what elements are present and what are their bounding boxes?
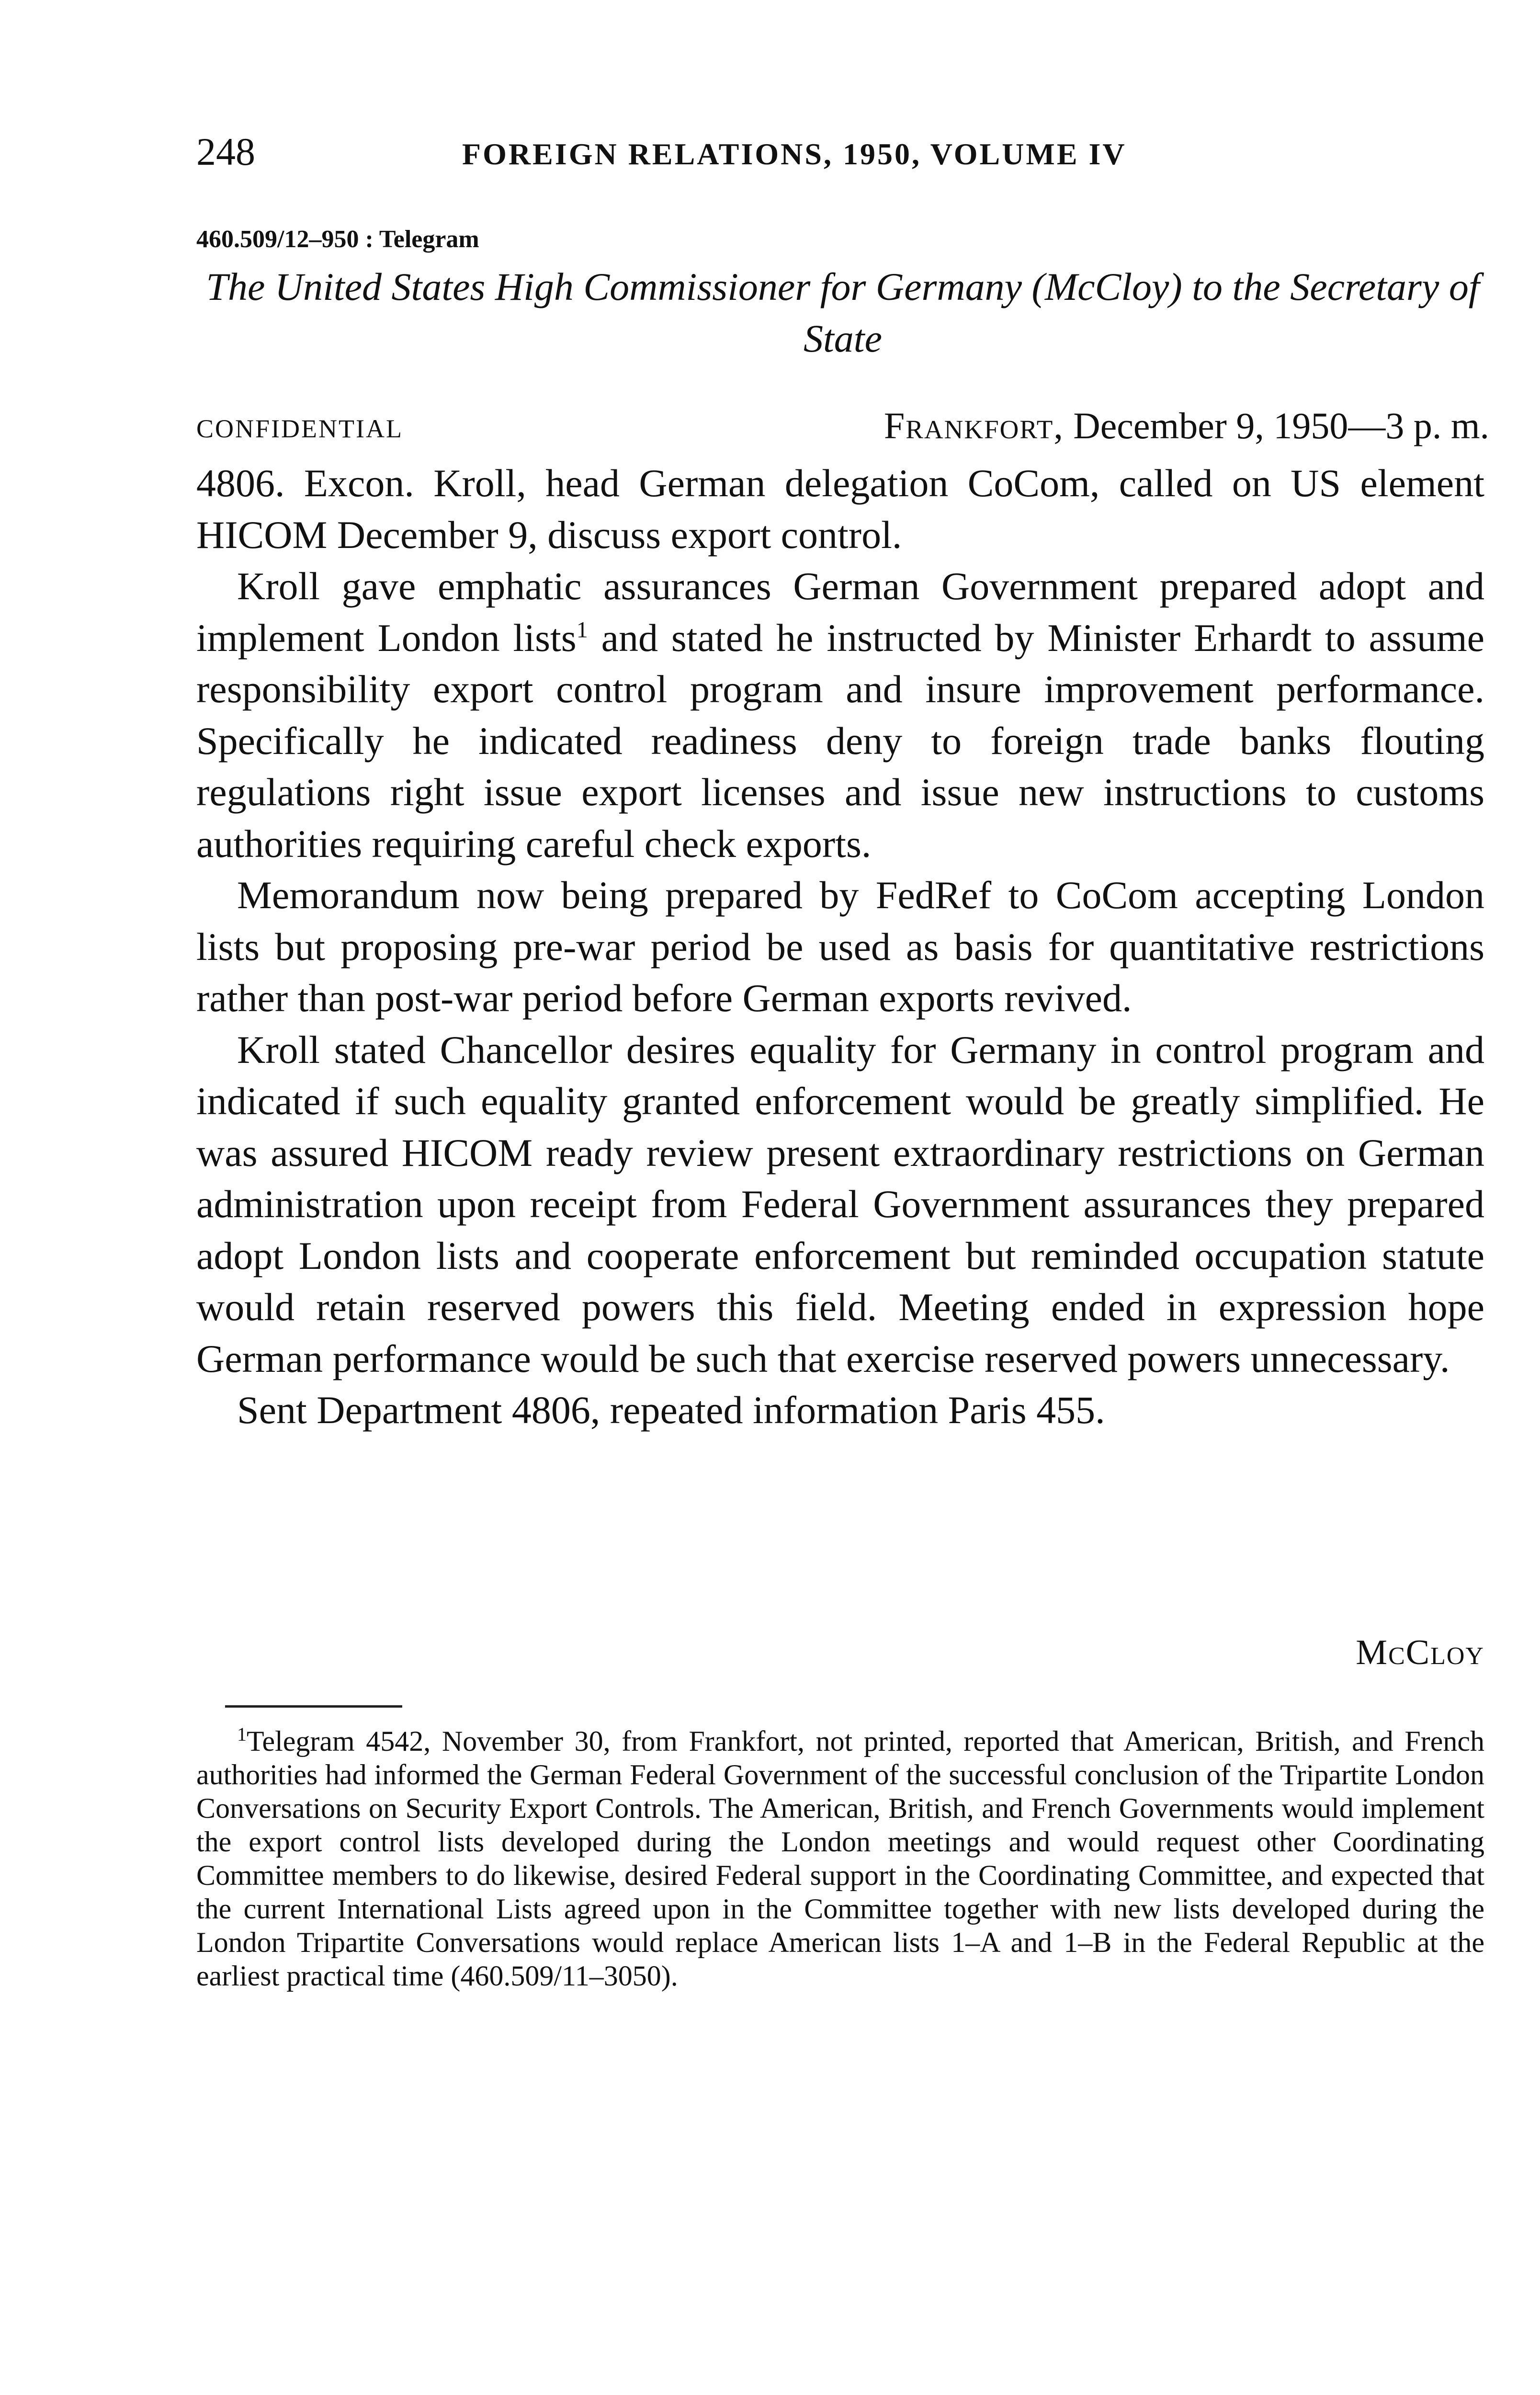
dateline-place: Frankfort, [883, 405, 1064, 446]
document-title: The United States High Commissioner for Germany (McCloy) to the Secretary of State [206, 265, 1480, 360]
page-number: 248 [196, 130, 255, 173]
page-header [196, 125, 1346, 178]
dateline [747, 400, 1489, 452]
footnote-mark: 1 [237, 1723, 247, 1745]
telegram-body [196, 457, 1484, 1436]
paragraph-2-part-a: Kroll gave emphatic assurances German Government prepared adopt and implement London lists [196, 564, 1484, 660]
dateline-date: December 9, 1950—3 p. m. [1073, 405, 1489, 446]
paragraph-5: Sent Department 4806, repeated information Paris 455. [237, 1388, 1105, 1432]
paragraph-3: Memorandum now being prepared by FedRef to CoCom accepting London lists but proposing pre-war period be used as basis for quantitative restrictions rather than post-war period before German exports revived. [196, 873, 1484, 1020]
paragraph-2-part-b: and stated he instructed by Minister Erhardt to assume responsibility export control program and insure improvement performance. Specifically he indicated readiness deny to foreign trade banks flouting regulations right issue export licenses and issue new instructions to customs authorities requiring careful check exports. [196, 616, 1485, 866]
paragraph-1: 4806. Excon. Kroll, head German delegation CoCom, called on US element HICOM December 9, discuss export control. [196, 461, 1484, 557]
file-number: 460.509/12–950 : Telegram [196, 226, 479, 253]
running-head: FOREIGN RELATIONS, 1950, VOLUME IV [462, 137, 1127, 171]
footnote-reference[interactable]: 1 [576, 617, 588, 643]
signature: McCloy [1356, 1633, 1484, 1672]
footnote-text: Telegram 4542, November 30, from Frankfort, not printed, reported that American, British, and French authorities had informed the German Federal Government of the successful conclusion of the Tripartite London Conversations on Security Export Controls. The American, British, and French Governments would implement the export control lists developed during the London meetings and would request other Coordinating Committee members to do likewise, desired Federal support in the Coordinating Committee, and expected that the current International Lists agreed upon in the Committee together with new lists developed during the London Tripartite Conversations would replace American lists 1–A and 1–B in the Federal Republic at the earliest practical time (460.509/11–3050). [196, 1725, 1484, 1992]
paragraph-2 [196, 560, 1484, 869]
footnote-divider [225, 1705, 402, 1708]
paragraph-4: Kroll stated Chancellor desires equality for Germany in control program and indicated if such equality granted enforcement would be greatly simplified. He was assured HICOM ready review present extraordinary restrictions on German administration upon receipt from Federal Government assurances they prepared adopt London lists and cooperate enforcement but reminded occupation statute would retain reserved powers this field. Meeting ended in expression hope German performance would be such that exercise reserved powers unnecessary. [196, 1027, 1484, 1380]
classification-label: CONFIDENTIAL [196, 414, 403, 443]
footnote [196, 1724, 1484, 1993]
